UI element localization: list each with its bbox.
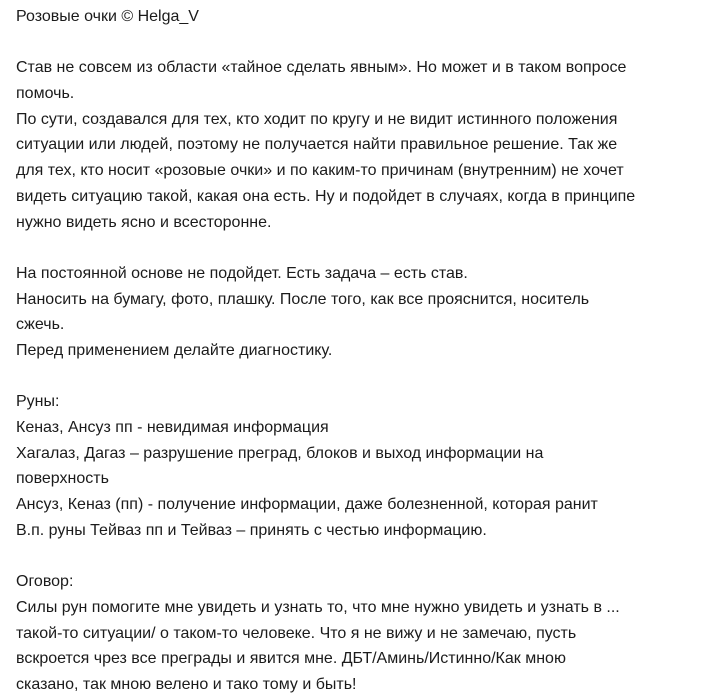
usage-line: Наносить на бумагу, фото, плашку. После того, как все прояснится, носитель (16, 290, 590, 308)
usage-paragraph (16, 261, 712, 364)
post-title: Розовые очки © Helga_V (16, 8, 199, 25)
intro-line: нужно видеть ясно и всесторонне. (16, 213, 272, 231)
rune-line: Хагалаз, Дагаз – разрушение преград, блоков и выход информации на (16, 444, 544, 462)
spacer (16, 235, 712, 261)
intro-line: для тех, кто носит «розовые очки» и по каким-то причинам (внутренним) не хочет (16, 162, 624, 180)
intro-line: ситуации или людей, поэтому не получается найти правильное решение. Так же (16, 136, 618, 154)
intro-line: Став не совсем из области «тайное сделать явным». Но может и в таком вопросе (16, 59, 627, 77)
rune-line: Кеназ, Ансуз пп - невидимая информация (16, 419, 329, 436)
spacer (16, 364, 712, 390)
rune-line: поверхность (16, 470, 109, 488)
intro-line: По сути, создавался для тех, кто ходит по кругу и не видит истинного положения (16, 110, 618, 128)
runes-section (16, 389, 712, 543)
spacer (16, 543, 712, 569)
runes-heading: Руны: (16, 393, 60, 411)
usage-line: На постоянной основе не подойдет. Есть задача – есть став. (16, 264, 468, 282)
spell-line: сказано, так мною велено и тако тому и быть! (16, 675, 357, 693)
spell-line: такой-то ситуации/ о таком-то человеке. Что я не вижу и не замечаю, пусть (16, 624, 577, 642)
spell-line: вскроется чрез все преграды и явится мне. ДБТ/Аминь/Истинно/Как мною (16, 650, 566, 668)
post-text (16, 4, 712, 698)
rune-line: В.п. руны Тейваз пп и Тейваз – принять с честью информацию. (16, 521, 487, 539)
spell-section (16, 569, 712, 697)
spell-line: Силы рун помогите мне увидеть и узнать то, что мне нужно увидеть и узнать в ... (16, 598, 620, 616)
intro-line: помочь. (16, 85, 75, 103)
spell-heading: Оговор: (16, 573, 74, 591)
rune-line: Ансуз, Кеназ (пп) - получение информации, даже болезненной, которая ранит (16, 496, 598, 514)
usage-line: сжечь. (16, 316, 65, 334)
intro-line: видеть ситуацию такой, какая она есть. Ну и подойдет в случаях, когда в принципе (16, 187, 636, 205)
usage-line: Перед применением делайте диагностику. (16, 341, 333, 359)
intro-paragraph (16, 55, 712, 235)
spacer (16, 30, 712, 56)
